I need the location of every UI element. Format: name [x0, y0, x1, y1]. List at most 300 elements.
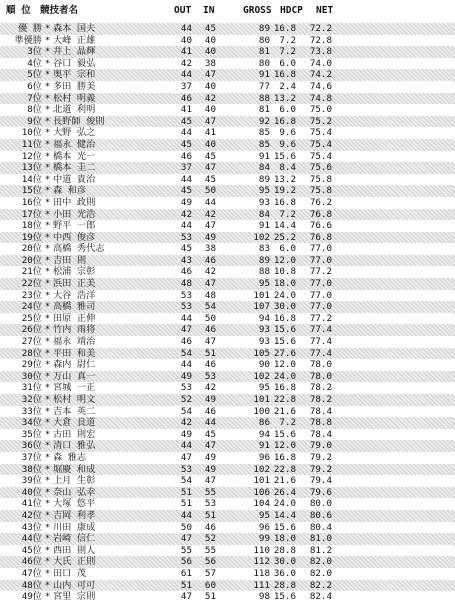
table-row — [0, 162, 455, 174]
net-score: 73.8 — [309, 46, 332, 58]
net-score: 81.0 — [309, 533, 332, 545]
player-name: 森 雅志 — [53, 451, 87, 463]
in-score: 55 — [204, 486, 216, 498]
table-row — [0, 440, 455, 452]
header-gross: GROSS — [243, 5, 272, 16]
in-score: 54 — [204, 301, 216, 313]
mark-cell: * — [44, 579, 51, 591]
player-name: 福永 健治 — [53, 138, 96, 150]
gross-score: 101 — [253, 289, 270, 301]
rank-cell: 49位 — [21, 591, 42, 603]
mark-cell: * — [44, 451, 51, 463]
rank-cell: 20位 — [21, 254, 42, 266]
hdcp-value: 10.8 — [273, 266, 296, 278]
table-row — [0, 58, 455, 70]
header-out: OUT — [174, 5, 192, 16]
table-row — [0, 93, 455, 105]
net-score: 79.2 — [309, 463, 332, 475]
net-score: 76.2 — [309, 196, 332, 208]
in-score: 46 — [204, 324, 216, 336]
in-score: 60 — [204, 579, 216, 591]
table-row — [0, 580, 455, 592]
out-score: 49 — [180, 370, 192, 382]
net-score: 78.2 — [309, 382, 332, 394]
hdcp-value: 26.4 — [273, 486, 296, 498]
in-score: 45 — [204, 23, 216, 34]
player-name: 高橋 秀代志 — [53, 243, 105, 255]
mark-cell: * — [44, 556, 51, 568]
rank-cell: 34位 — [21, 417, 42, 429]
gross-score: 95 — [258, 185, 270, 197]
player-name: 松村 明義 — [53, 92, 96, 104]
mark-cell: * — [44, 92, 51, 104]
player-name: 小田 光浩 — [53, 208, 96, 220]
in-score: 41 — [204, 127, 216, 139]
hdcp-value: 18.0 — [273, 278, 296, 290]
out-score: 44 — [180, 312, 192, 324]
player-name: 吉田 則 — [53, 254, 87, 266]
rank-cell: 13位 — [21, 162, 42, 174]
mark-cell: * — [44, 46, 51, 58]
rank-cell: 19位 — [21, 231, 42, 243]
hdcp-value: 15.6 — [273, 428, 296, 440]
hdcp-value: 15.6 — [273, 521, 296, 533]
net-score: 78.0 — [309, 370, 332, 382]
gross-score: 89 — [258, 254, 270, 266]
rank-cell: 準優勝 — [14, 34, 42, 46]
player-name: 清口 雅弘 — [53, 440, 96, 452]
hdcp-value: 2.4 — [279, 80, 296, 92]
net-score: 72.8 — [309, 34, 332, 46]
rank-cell: 21位 — [21, 266, 42, 278]
hdcp-value: 12.0 — [273, 440, 296, 452]
net-score: 77.2 — [309, 312, 332, 324]
net-score: 78.4 — [309, 405, 332, 417]
in-score: 42 — [204, 92, 216, 104]
gross-score: 98 — [258, 591, 270, 603]
player-name: 大峰 正雄 — [53, 34, 96, 46]
out-score: 46 — [180, 150, 192, 162]
in-score: 47 — [204, 115, 216, 127]
hdcp-value: 21.6 — [273, 405, 296, 417]
rank-cell: 3位 — [27, 46, 42, 58]
table-row — [0, 324, 455, 336]
table-row — [0, 116, 455, 128]
in-score: 46 — [204, 254, 216, 266]
hdcp-value: 13.2 — [273, 92, 296, 104]
table-row — [0, 556, 455, 568]
rank-cell: 15位 — [21, 185, 42, 197]
player-name: 北道 利明 — [53, 104, 96, 116]
gross-score: 91 — [258, 69, 270, 81]
player-name: 西田 則人 — [53, 544, 96, 556]
player-name: 万山 真一 — [53, 370, 96, 382]
player-name: 大塚 悠平 — [53, 498, 96, 510]
out-score: 46 — [180, 92, 192, 104]
gross-score: 85 — [258, 127, 270, 139]
out-score: 56 — [180, 556, 192, 568]
player-name: 中西 俊彦 — [53, 231, 96, 243]
net-score: 74.8 — [309, 92, 332, 104]
header-player: 競技者名 — [40, 5, 79, 16]
player-name: 中道 貴治 — [53, 173, 96, 185]
mark-cell: * — [44, 173, 51, 185]
header-in: IN — [203, 5, 215, 16]
table-row — [0, 278, 455, 290]
hdcp-value: 7.2 — [279, 417, 296, 429]
rank-cell: 8位 — [27, 104, 42, 116]
in-score: 51 — [204, 591, 216, 603]
gross-score: 102 — [253, 370, 270, 382]
player-name: 大倉 良道 — [53, 417, 96, 429]
out-score: 42 — [180, 57, 192, 69]
mark-cell: * — [44, 138, 51, 150]
out-score: 49 — [180, 428, 192, 440]
net-score: 77.0 — [309, 278, 332, 290]
net-score: 77.2 — [309, 266, 332, 278]
hdcp-value: 16.8 — [273, 312, 296, 324]
player-name: 多田 勝美 — [53, 80, 96, 92]
hdcp-value: 8.4 — [279, 162, 296, 174]
mark-cell: * — [44, 324, 51, 336]
out-score: 41 — [180, 104, 192, 116]
gross-score: 102 — [253, 463, 270, 475]
table-row — [0, 220, 455, 232]
hdcp-value: 7.2 — [279, 46, 296, 58]
hdcp-value: 22.8 — [273, 394, 296, 405]
in-score: 51 — [204, 509, 216, 521]
player-name: 吉本 英二 — [53, 405, 96, 417]
gross-score: 80 — [258, 34, 270, 46]
net-score: 82.4 — [309, 591, 332, 603]
in-score: 45 — [204, 428, 216, 440]
gross-score: 93 — [258, 336, 270, 348]
hdcp-value: 15.6 — [273, 324, 296, 336]
table-row — [0, 185, 455, 197]
rank-cell: 37位 — [21, 451, 42, 463]
gross-score: 91 — [258, 150, 270, 162]
table-row — [0, 23, 455, 35]
mark-cell: * — [44, 127, 51, 139]
table-row — [0, 313, 455, 325]
hdcp-value: 15.6 — [273, 591, 296, 603]
out-score: 53 — [180, 289, 192, 301]
mark-cell: * — [44, 220, 51, 232]
net-score: 77.0 — [309, 243, 332, 255]
net-score: 78.4 — [309, 428, 332, 440]
header-net: NET — [316, 5, 334, 16]
in-score: 45 — [204, 150, 216, 162]
mark-cell: * — [44, 278, 51, 290]
mark-cell: * — [44, 405, 51, 417]
table-row — [0, 174, 455, 186]
gross-score: 96 — [258, 451, 270, 463]
player-name: 森 和彦 — [53, 185, 87, 197]
player-name: 吉岡 利孝 — [53, 509, 96, 521]
mark-cell: * — [44, 359, 51, 371]
table-row — [0, 417, 455, 429]
mark-cell: * — [44, 533, 51, 545]
net-score: 75.8 — [309, 173, 332, 185]
out-score: 47 — [180, 451, 192, 463]
in-score: 38 — [204, 243, 216, 255]
in-score: 47 — [204, 440, 216, 452]
rank-cell: 20位 — [21, 243, 42, 255]
net-score: 75.0 — [309, 104, 332, 116]
rank-cell: 25位 — [21, 312, 42, 324]
net-score: 79.4 — [309, 475, 332, 487]
gross-score: 89 — [258, 173, 270, 185]
in-score: 42 — [204, 266, 216, 278]
gross-score: 91 — [258, 220, 270, 232]
table-row — [0, 545, 455, 557]
in-score: 53 — [204, 370, 216, 382]
rank-cell: 43位 — [21, 521, 42, 533]
out-score: 46 — [180, 336, 192, 348]
hdcp-value: 24.0 — [273, 289, 296, 301]
rank-cell: 27位 — [21, 336, 42, 348]
in-score: 45 — [204, 173, 216, 185]
gross-score: 112 — [253, 556, 270, 568]
out-score: 37 — [180, 162, 192, 174]
player-name: 橋本 光一 — [53, 150, 96, 162]
net-score: 74.2 — [309, 69, 332, 81]
hdcp-value: 14.4 — [273, 220, 296, 232]
out-score: 42 — [180, 208, 192, 220]
net-score: 82.0 — [309, 567, 332, 579]
table-row — [0, 452, 455, 464]
out-score: 41 — [180, 46, 192, 58]
rank-cell: 18位 — [21, 220, 42, 232]
in-score: 47 — [204, 278, 216, 290]
rank-cell: 16位 — [21, 196, 42, 208]
in-score: 40 — [204, 80, 216, 92]
player-name: 田中 政則 — [53, 196, 96, 208]
gross-score: 106 — [253, 486, 270, 498]
hdcp-value: 16.8 — [273, 23, 296, 34]
net-score: 75.4 — [309, 150, 332, 162]
out-score: 55 — [180, 544, 192, 556]
rank-cell: 9位 — [27, 115, 42, 127]
out-score: 53 — [180, 463, 192, 475]
hdcp-value: 27.6 — [273, 347, 296, 359]
rank-cell: 36位 — [21, 440, 42, 452]
out-score: 42 — [180, 417, 192, 429]
mark-cell: * — [44, 57, 51, 69]
rank-cell: 29位 — [21, 359, 42, 371]
in-score: 49 — [204, 394, 216, 405]
out-score: 51 — [180, 498, 192, 510]
table-row — [0, 464, 455, 476]
net-score: 77.4 — [309, 336, 332, 348]
gross-score: 86 — [258, 417, 270, 429]
out-score: 54 — [180, 405, 192, 417]
gross-score: 89 — [258, 23, 270, 34]
rank-cell: 23位 — [21, 289, 42, 301]
hdcp-value: 18.0 — [273, 533, 296, 545]
gross-score: 83 — [258, 243, 270, 255]
net-score: 79.6 — [309, 486, 332, 498]
mark-cell: * — [44, 486, 51, 498]
gross-score: 93 — [258, 324, 270, 336]
in-score: 53 — [204, 498, 216, 510]
hdcp-value: 15.6 — [273, 150, 296, 162]
hdcp-value: 7.2 — [279, 208, 296, 220]
table-row — [0, 533, 455, 545]
rank-cell: 45位 — [21, 544, 42, 556]
hdcp-value: 16.8 — [273, 196, 296, 208]
table-row — [0, 568, 455, 580]
table-row — [0, 371, 455, 383]
player-name: 平田 和美 — [53, 347, 96, 359]
out-score: 44 — [180, 509, 192, 521]
in-score: 40 — [204, 46, 216, 58]
gross-score: 105 — [253, 347, 270, 359]
net-score: 77.4 — [309, 324, 332, 336]
hdcp-value: 16.8 — [273, 451, 296, 463]
table-row — [0, 232, 455, 244]
rank-cell: 22位 — [21, 278, 42, 290]
player-name: 古田 則宏 — [53, 428, 96, 440]
gross-score: 118 — [253, 567, 270, 579]
mark-cell: * — [44, 162, 51, 174]
rank-cell: 46位 — [21, 556, 42, 568]
player-name: 長野師 俊則 — [53, 115, 105, 127]
out-score: 47 — [180, 324, 192, 336]
in-score: 51 — [204, 347, 216, 359]
mark-cell: * — [44, 80, 51, 92]
table-row — [0, 127, 455, 139]
player-name: 福永 靖治 — [53, 336, 96, 348]
rank-cell: 32位 — [21, 394, 42, 405]
net-score: 81.2 — [309, 544, 332, 556]
player-name: 川田 康成 — [53, 521, 96, 533]
mark-cell: * — [44, 312, 51, 324]
rank-cell: 30位 — [21, 370, 42, 382]
in-score: 46 — [204, 359, 216, 371]
mark-cell: * — [44, 185, 51, 197]
table-row — [0, 209, 455, 221]
hdcp-value: 16.8 — [273, 382, 296, 394]
rank-cell: 41位 — [21, 498, 42, 510]
gross-score: 88 — [258, 92, 270, 104]
mark-cell: * — [44, 567, 51, 579]
gross-score: 110 — [253, 544, 270, 556]
mark-cell: * — [44, 196, 51, 208]
in-score: 49 — [204, 231, 216, 243]
out-score: 48 — [180, 278, 192, 290]
gross-score: 95 — [258, 278, 270, 290]
net-score: 72.2 — [309, 23, 332, 34]
out-score: 44 — [180, 69, 192, 81]
table-row — [0, 255, 455, 267]
mark-cell: * — [44, 34, 51, 46]
out-score: 53 — [180, 301, 192, 313]
gross-score: 101 — [253, 394, 270, 405]
hdcp-value: 15.6 — [273, 336, 296, 348]
mark-cell: * — [44, 69, 51, 81]
table-row — [0, 498, 455, 510]
gross-score: 104 — [253, 498, 270, 510]
table-row — [0, 336, 455, 348]
gross-score: 85 — [258, 138, 270, 150]
player-name: 宮里 宗則 — [53, 591, 96, 603]
out-score: 44 — [180, 173, 192, 185]
out-score: 44 — [180, 23, 192, 34]
in-score: 49 — [204, 463, 216, 475]
player-name: 田原 正伸 — [53, 312, 96, 324]
gross-score: 94 — [258, 428, 270, 440]
gross-score: 84 — [258, 162, 270, 174]
mark-cell: * — [44, 428, 51, 440]
column-header-row — [0, 0, 455, 22]
in-score: 57 — [204, 567, 216, 579]
rank-cell: 31位 — [21, 382, 42, 394]
in-score: 42 — [204, 208, 216, 220]
table-row — [0, 394, 455, 406]
out-score: 54 — [180, 347, 192, 359]
net-score: 76.6 — [309, 220, 332, 232]
mark-cell: * — [44, 301, 51, 313]
mark-cell: * — [44, 243, 51, 255]
gross-score: 91 — [258, 440, 270, 452]
gross-score: 107 — [253, 301, 270, 313]
gross-score: 111 — [253, 579, 270, 591]
player-name: 大谷 浩洋 — [53, 289, 96, 301]
net-score: 76.8 — [309, 231, 332, 243]
gross-score: 93 — [258, 196, 270, 208]
mark-cell: * — [44, 475, 51, 487]
net-score: 78.8 — [309, 417, 332, 429]
table-row — [0, 46, 455, 58]
hdcp-value: 30.0 — [273, 301, 296, 313]
results-table — [0, 23, 455, 603]
gross-score: 99 — [258, 533, 270, 545]
net-score: 75.6 — [309, 162, 332, 174]
hdcp-value: 12.0 — [273, 254, 296, 266]
out-score: 44 — [180, 127, 192, 139]
in-score: 50 — [204, 312, 216, 324]
player-name: 宮城 一正 — [53, 382, 96, 394]
gross-score: 80 — [258, 57, 270, 69]
player-name: 浜田 正美 — [53, 278, 96, 290]
mark-cell: * — [44, 370, 51, 382]
rank-cell: 38位 — [21, 463, 42, 475]
gross-score: 102 — [253, 231, 270, 243]
mark-cell: * — [44, 115, 51, 127]
rank-cell: 35位 — [21, 428, 42, 440]
rank-cell: 24位 — [21, 301, 42, 313]
table-row — [0, 81, 455, 93]
gross-score: 100 — [253, 405, 270, 417]
player-name: 上月 生彰 — [53, 475, 96, 487]
rank-cell: 4位 — [27, 57, 42, 69]
in-score: 47 — [204, 69, 216, 81]
hdcp-value: 16.8 — [273, 69, 296, 81]
out-score: 53 — [180, 382, 192, 394]
rank-cell: 26位 — [21, 324, 42, 336]
gross-score: 88 — [258, 266, 270, 278]
hdcp-value: 21.6 — [273, 475, 296, 487]
hdcp-value: 9.6 — [279, 127, 296, 139]
mark-cell: * — [44, 591, 51, 603]
player-name: 堀慶 和成 — [53, 463, 96, 475]
out-score: 43 — [180, 254, 192, 266]
rank-cell: 48位 — [21, 579, 42, 591]
out-score: 45 — [180, 243, 192, 255]
gross-score: 101 — [253, 475, 270, 487]
mark-cell: * — [44, 289, 51, 301]
